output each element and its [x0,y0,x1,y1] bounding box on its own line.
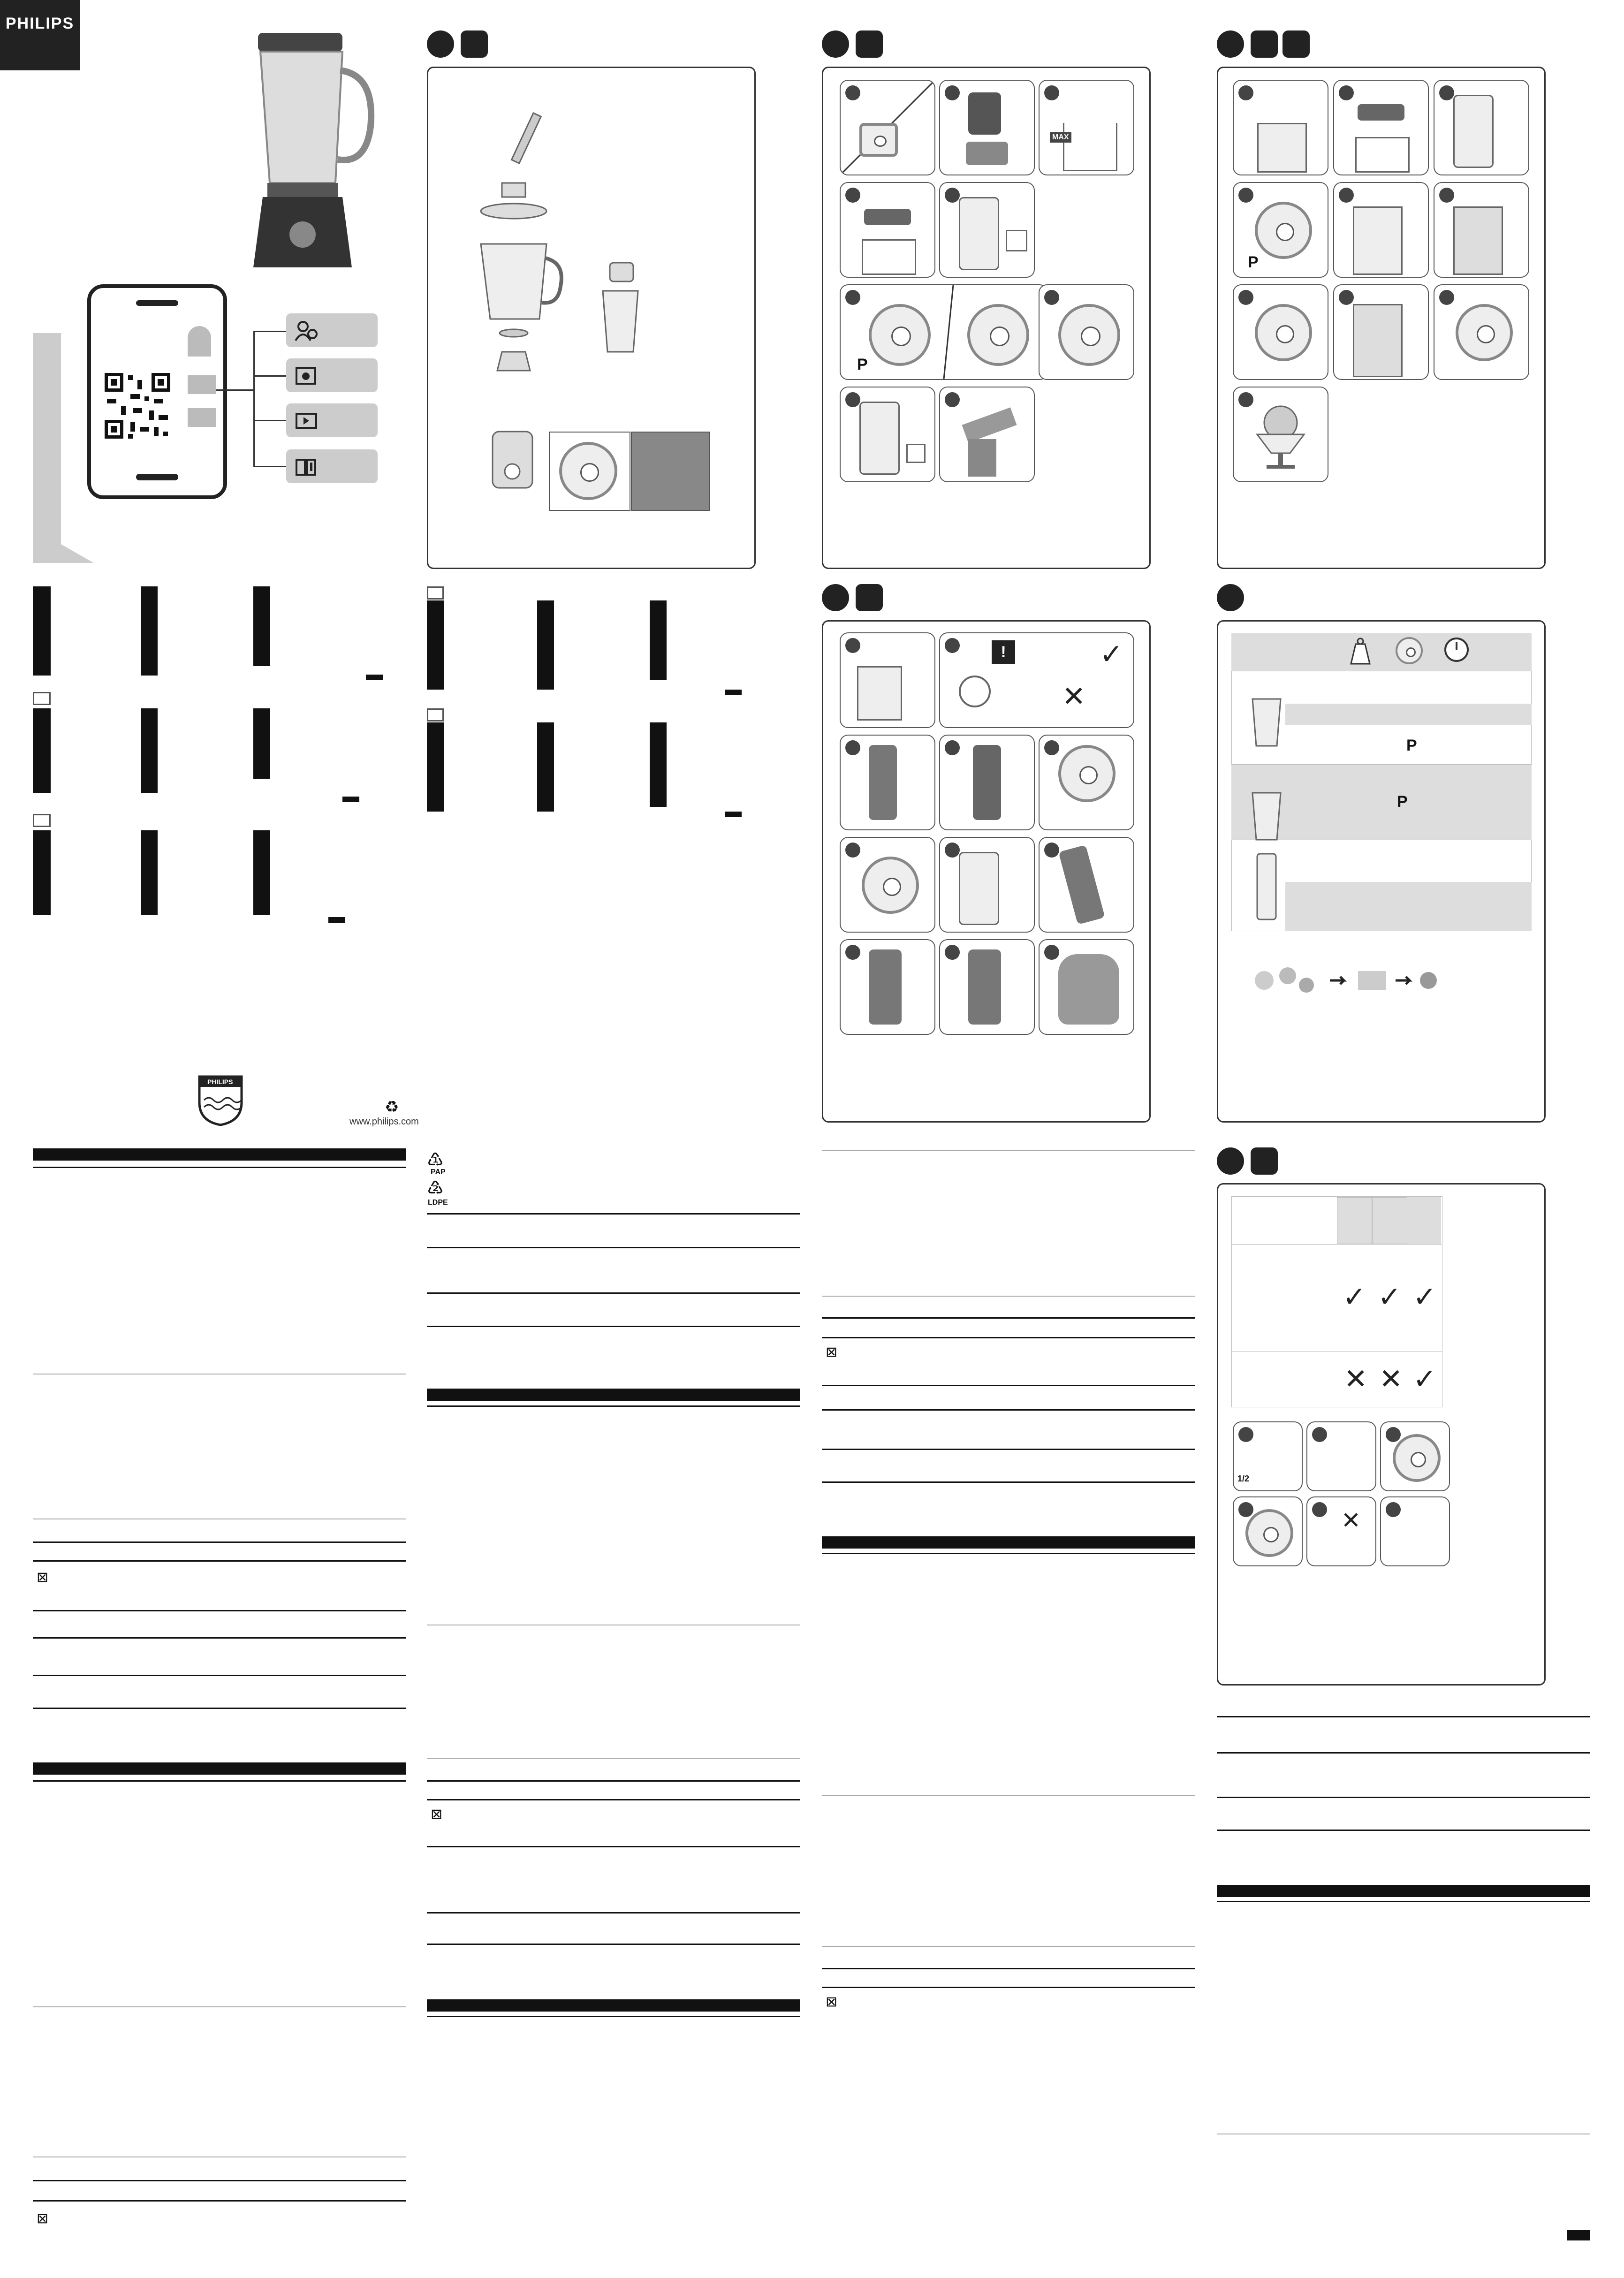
redacted-text [427,722,444,812]
ice-step-5 [1333,182,1429,278]
rule [427,2016,800,2017]
step-5 [939,182,1035,278]
rule [1217,1901,1590,1902]
blender [959,197,999,270]
backpack [1058,954,1119,1025]
page-marker [1567,2230,1590,2240]
recycle-triangle-icon: ♴ [427,1178,444,1199]
shield-logo-text: PHILIPS [207,1078,233,1086]
redacted-text [650,600,667,680]
rule [427,1799,800,1800]
jar-icon [856,30,883,58]
ice-step-9 [1434,284,1529,380]
rule [33,1610,406,1611]
bottle-step-1 [840,632,935,728]
rule [822,1337,1195,1338]
bottle-step-2 [939,632,1134,728]
rule [1217,1830,1590,1831]
pulse-label: P [1248,253,1259,271]
redacted-text [33,586,51,676]
jar [1257,123,1307,173]
step-9 [939,387,1035,482]
speed-dial[interactable] [1058,304,1120,366]
philips-logo: PHILIPS [0,0,80,70]
table-accessory-column [1248,676,1285,924]
warning-icon: ! [992,640,1015,664]
bottle [869,949,902,1025]
section-icon [427,708,444,721]
menu-manual[interactable] [286,449,378,483]
rule [427,1213,800,1215]
speed-icon [1396,637,1423,664]
half-fill-label: 1/2 [1237,1474,1250,1483]
bottle-blade [869,745,897,820]
crossed-bin-icon: ⊠ [37,1570,49,1585]
redacted-text [537,600,554,690]
blender [1453,95,1494,168]
section-header-bar [1217,1885,1590,1897]
jar [1355,137,1410,173]
ice-step-1 [1233,80,1328,175]
unpack-icon [461,30,488,58]
menu-connector-2 [253,375,286,377]
menu-connector-1 [253,331,286,332]
redacted-text [650,722,667,807]
step-1 [840,80,935,175]
bottle-step-6 [840,837,935,933]
lid [864,209,911,225]
rule [427,1247,800,1248]
speed-dial[interactable] [1393,1434,1441,1482]
pulse-label: P [857,356,868,373]
cross-mark: ✕ [1062,681,1086,712]
redacted-text [725,812,742,817]
redacted-text [253,708,270,779]
cloth-ok: ✓ [1413,1363,1437,1395]
section-header-bar [427,1999,800,2012]
weight-icon [1346,636,1374,666]
ice-step-7 [1233,284,1328,380]
redacted-text [253,830,270,915]
rule [427,1846,800,1847]
speed-dial[interactable] [1456,304,1513,361]
section-icon [33,814,51,827]
clean-step-5 [1306,1496,1376,1566]
lid [1358,104,1404,121]
section-badge [822,584,849,611]
redacted-text [366,675,383,680]
cloth-ok: ✓ [1413,1281,1437,1313]
step-4 [840,182,935,278]
redacted-text [725,690,742,695]
jar [1063,123,1117,171]
step-8 [840,387,935,482]
check-mark: ✓ [1100,638,1123,670]
section-header-bar [33,1148,406,1161]
menu-connector-vertical [253,331,255,467]
user-support-icon [295,320,318,342]
rule [427,1780,800,1782]
rule [427,1405,800,1407]
rule [822,1317,1195,1319]
rule [33,1675,406,1676]
bottle-step-11 [1039,939,1134,1035]
section-header-bar [427,1389,800,1401]
pap-label: PAP [431,1168,446,1176]
menu-connector-4 [253,466,286,467]
section-icon [427,586,444,600]
cleaning-row-parts [1231,1244,1442,1352]
manual-book-icon [295,456,318,478]
qr-code[interactable] [102,371,173,441]
ice-step-2 [1333,80,1429,175]
menu-support[interactable] [286,313,378,347]
speed-dial[interactable] [1245,1509,1293,1557]
rule [427,1326,800,1327]
speed-dial[interactable] [1255,304,1312,361]
step-2 [939,80,1035,175]
clean-step-1 [1233,1421,1303,1491]
speed-dial[interactable] [862,857,919,914]
menu-connector-3 [253,420,286,421]
bottle-removal [1058,845,1105,925]
ice-step-3 [1434,80,1529,175]
redacted-text [328,917,345,923]
dishwasher-ok: ✓ [1378,1281,1402,1313]
redacted-text [427,600,444,690]
redacted-text [141,708,158,793]
speed-dial[interactable] [967,304,1029,366]
divider [822,1150,1195,1151]
cord-storage-detail-box [631,432,710,511]
ice-step-4 [1233,182,1328,278]
socket-icon [906,444,926,463]
section-badge [427,30,454,58]
section-badge [1217,30,1244,58]
rule [822,1481,1195,1483]
rule [33,1560,406,1562]
divider [822,1296,1195,1297]
bottle-step-4 [939,735,1035,830]
rule [33,2200,406,2202]
step-7 [1039,284,1134,380]
clean-step-6 [1380,1496,1450,1566]
clean-step-4 [1233,1496,1303,1566]
socket-icon [1006,230,1027,251]
max-mark: MAX [1050,132,1071,143]
rule [822,1409,1195,1411]
rule [33,1708,406,1709]
ice-crush-icon [1251,30,1278,58]
speed-dial[interactable] [1058,745,1116,802]
table-row-shade [1285,704,1532,725]
redacted-text [141,830,158,915]
rule [33,1541,406,1543]
dessert-cup-icon [1252,402,1309,472]
cleaning-tap-col [1337,1197,1372,1244]
cleaning-dishwasher-col [1372,1197,1407,1244]
rule [822,1968,1195,1969]
rule [427,1944,800,1945]
rule [33,2180,406,2181]
jar [862,239,916,275]
rule [33,1780,406,1782]
bottle-step-3 [840,735,935,830]
section-header-bar [822,1536,1195,1549]
recycle-triangle-icon: ♳ [427,1150,444,1170]
rule [822,1553,1195,1554]
ice-step-8 [1333,284,1429,380]
parts-exploded-diagram [464,108,643,413]
rule [33,1167,406,1168]
motor-base-illustration [488,427,537,493]
bottle [968,949,1001,1025]
rule [33,1637,406,1639]
bottle-icon [856,584,883,611]
bottle-step-9 [840,939,935,1035]
redacted-text [537,722,554,812]
blender-tool-icon [1283,30,1310,58]
cross-mark: ✕ [1341,1507,1361,1534]
clean-step-2 [1306,1421,1376,1491]
crossed-bin-icon: ⊠ [826,1344,838,1360]
redacted-text [141,586,158,676]
blade-unit [859,123,898,157]
bottle-on-base [973,745,1001,820]
pouring-jar [962,407,1017,442]
divider [33,2006,406,2007]
divider [822,1795,1195,1796]
blade-assembly [966,142,1008,165]
speed-dial [559,442,617,500]
tap-ok: ✓ [1343,1281,1366,1313]
menu-connector [216,389,253,391]
table-header [1231,633,1532,671]
recycle-icon: ♻ [385,1098,399,1116]
blender [959,852,999,925]
section-badge [1217,1147,1244,1175]
tap-icon [1251,1147,1278,1175]
crossed-bin-icon: ⊠ [37,2211,49,2226]
bottle [857,666,902,721]
crossed-bin-icon: ⊠ [826,1994,838,2010]
menu-recipes[interactable] [286,358,378,392]
speed-dial[interactable] [1255,202,1312,259]
blender [1353,206,1403,275]
step-3 [1039,80,1134,175]
redacted-text [33,708,51,793]
website-link[interactable]: www.philips.com [349,1116,419,1127]
video-icon [295,410,318,432]
redacted-text [33,830,51,915]
redacted-text [342,797,359,802]
rule [822,1449,1195,1450]
ldpe-label: LDPE [428,1199,448,1207]
rule [427,1292,800,1294]
bottle-step-10 [939,939,1035,1035]
blender-with-tamper [1353,304,1403,377]
bottle-step-5 [1039,735,1134,830]
menu-video[interactable] [286,403,378,437]
section-badge [1217,584,1244,611]
dial-detail-box [549,432,630,511]
clean-step-3 [1380,1421,1450,1491]
rule [1217,1797,1590,1798]
sealing-ring [959,676,991,707]
blender [1453,206,1503,275]
divider [427,1758,800,1759]
clock-icon [1442,636,1471,664]
tap-not-allowed: ✕ [1344,1363,1368,1395]
section-header-bar [33,1762,406,1775]
jar-bottom [968,92,1001,135]
rule [822,1385,1195,1386]
bottle-step-8 [1039,837,1134,933]
ice-step-10 [1233,387,1328,482]
rule [1217,1716,1590,1717]
rule [822,1987,1195,1988]
rule [427,1912,800,1914]
blender-product-image [249,33,394,272]
step-6 [840,284,1048,380]
recipe-app-icon [295,365,318,387]
pulse-label: P [1406,737,1417,754]
bottle-step-7 [939,837,1035,933]
rule [1217,1752,1590,1754]
glass [968,439,996,477]
table-row-shade [1285,882,1532,931]
ingredients-prep-illustration [1250,962,1457,999]
section-icon [33,692,51,705]
pulse-label: P [1397,793,1408,811]
blender [859,402,900,475]
ice-step-6 [1434,182,1529,278]
dishwasher-not-allowed: ✕ [1379,1363,1403,1395]
divider [822,1946,1195,1947]
crossed-bin-icon: ⊠ [431,1807,443,1822]
redacted-text [253,586,270,666]
section-badge [822,30,849,58]
